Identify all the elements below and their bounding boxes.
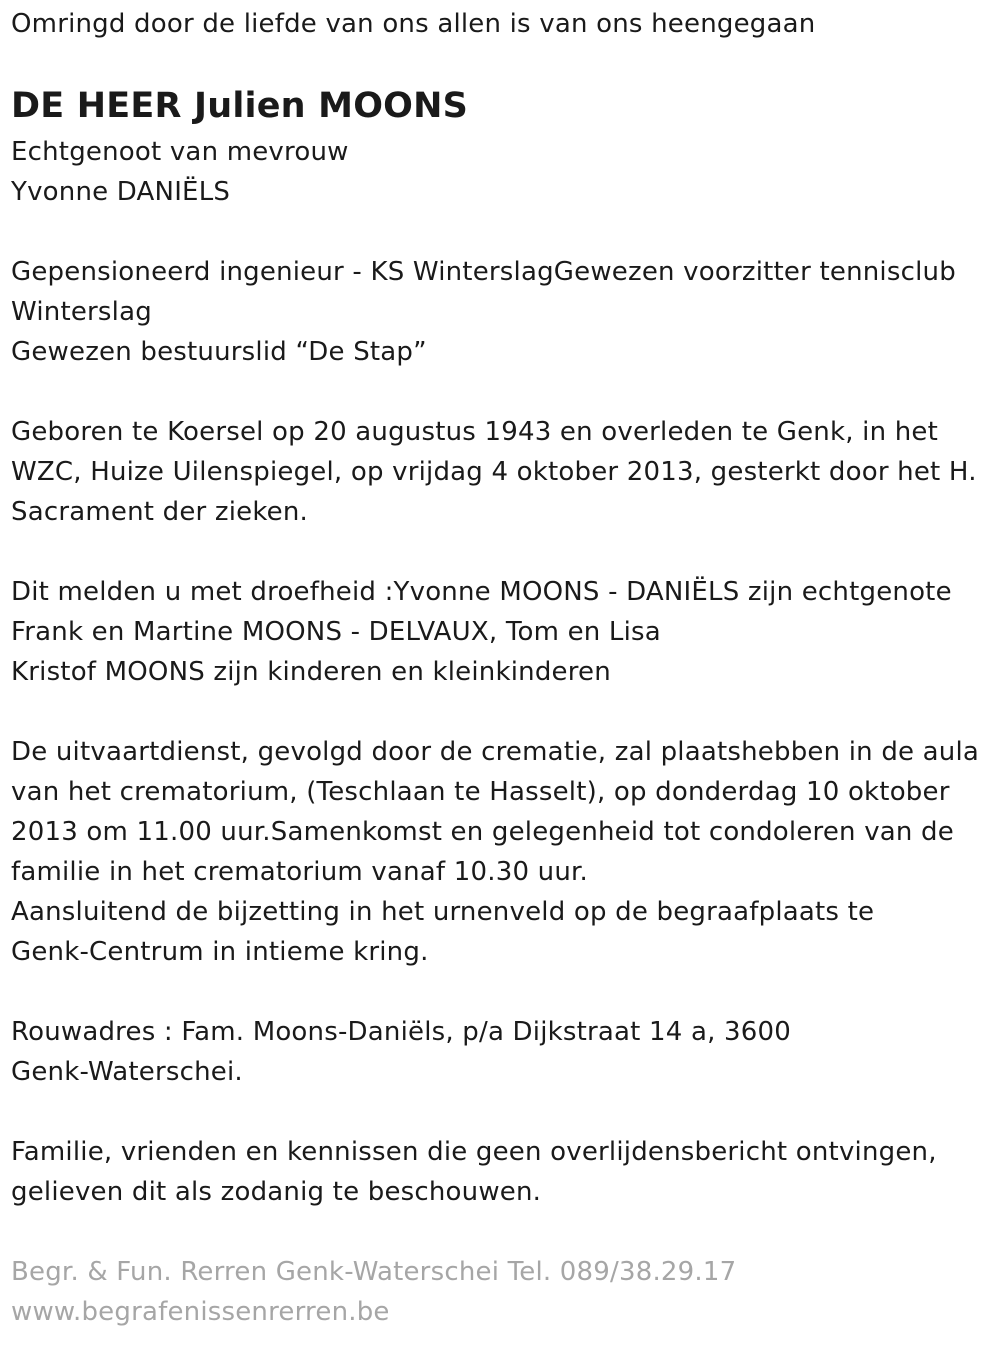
spacer — [11, 1212, 986, 1252]
paragraph-line: Dit melden u met droefheid :Yvonne MOONS - DANIËLS zijn echtgenote — [11, 577, 952, 607]
paragraph-line: 2013 om 11.00 uur.Samenkomst en gelegenheid tot condoleren van de — [11, 817, 954, 847]
undertaker-website: www.begrafenissenrerren.be — [11, 1297, 390, 1327]
spacer — [11, 972, 986, 1012]
paragraph-line: Kristof MOONS zijn kinderen en kleinkinderen — [11, 657, 611, 687]
intro-text: Omringd door de liefde van ons allen is van ons heengegaan — [11, 9, 816, 39]
spacer — [11, 212, 986, 252]
paragraph-line: Familie, vrienden en kennissen die geen overlijdensbericht ontvingen, — [11, 1137, 937, 1167]
spouse-name: Yvonne DANIËLS — [11, 177, 231, 207]
paragraph-line: Frank en Martine MOONS - DELVAUX, Tom en Lisa — [11, 617, 661, 647]
undertaker-footer — [11, 1252, 986, 1332]
announcers-paragraph — [11, 572, 986, 692]
paragraph-line: Sacrament der zieken. — [11, 497, 309, 527]
paragraph-line: van het crematorium, (Teschlaan te Hasselt), op donderdag 10 oktober — [11, 777, 950, 807]
paragraph-line: De uitvaartdienst, gevolgd door de crematie, zal plaatshebben in de aula — [11, 737, 980, 767]
paragraph-line: gelieven dit als zodanig te beschouwen. — [11, 1177, 542, 1207]
paragraph-line: WZC, Huize Uilenspiegel, op vrijdag 4 oktober 2013, gesterkt door het H. — [11, 457, 977, 487]
funeral-paragraph — [11, 732, 986, 972]
paragraph-line: familie in het crematorium vanaf 10.30 uur. — [11, 857, 588, 887]
paragraph-line: Genk-Centrum in intieme kring. — [11, 937, 429, 967]
spouse-line: Echtgenoot van mevrouw — [11, 137, 349, 167]
paragraph-line: Geboren te Koersel op 20 augustus 1943 en overleden te Genk, in het — [11, 417, 939, 447]
deceased-name: DE HEER Julien MOONS — [11, 86, 469, 126]
spacer — [11, 1092, 986, 1132]
functions-paragraph — [11, 252, 986, 372]
undertaker-contact: Begr. & Fun. Rerren Genk-Waterschei Tel. 089/38.29.17 — [11, 1257, 737, 1287]
mourning-address-paragraph — [11, 1012, 986, 1092]
paragraph-line: Winterslag — [11, 297, 152, 327]
notice-paragraph — [11, 1132, 986, 1212]
paragraph-line: Gepensioneerd ingenieur - KS WinterslagGewezen voorzitter tennisclub — [11, 257, 956, 287]
paragraph-line: Rouwadres : Fam. Moons-Daniëls, p/a Dijkstraat 14 a, 3600 — [11, 1017, 792, 1047]
paragraph-line: Aansluitend de bijzetting in het urnenveld op de begraafplaats te — [11, 897, 875, 927]
spacer — [11, 692, 986, 732]
paragraph-line: Genk-Waterschei. — [11, 1057, 243, 1087]
obituary-notice — [11, 0, 986, 1332]
spacer — [11, 372, 986, 412]
paragraph-line: Gewezen bestuurslid “De Stap” — [11, 337, 427, 367]
spacer — [11, 532, 986, 572]
birth-death-paragraph — [11, 412, 986, 532]
